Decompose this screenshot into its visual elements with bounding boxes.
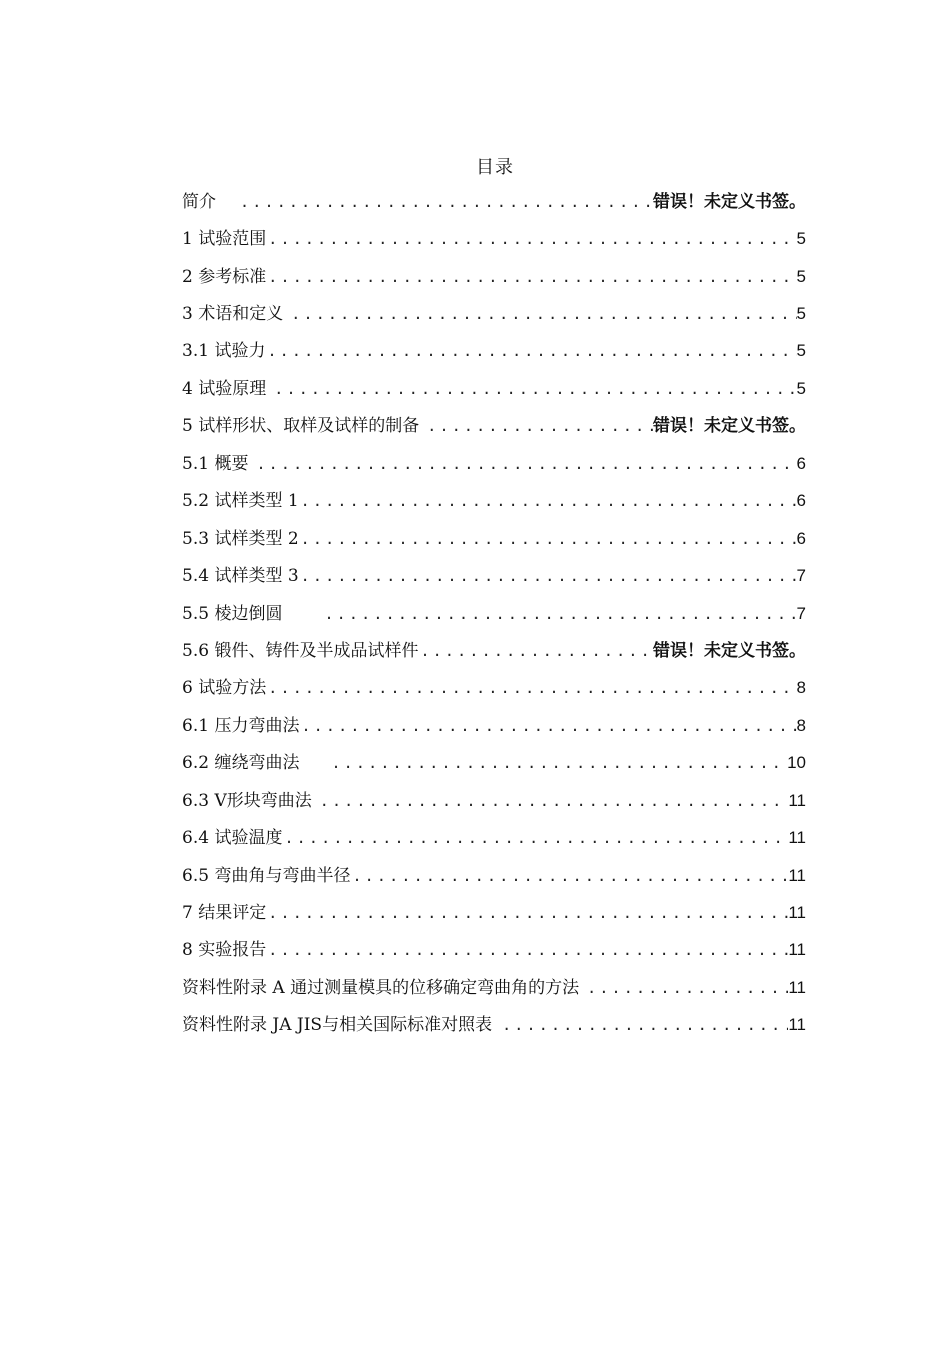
toc-entry-page: 6 bbox=[796, 453, 806, 473]
toc-entry-page: 5 bbox=[796, 341, 806, 361]
toc-entry-page: 7 bbox=[796, 603, 806, 623]
toc-entry[interactable] bbox=[182, 782, 806, 819]
toc-entry-label: 3.1 试验力 bbox=[182, 341, 266, 362]
toc-dot-leader bbox=[329, 753, 787, 773]
toc-entry[interactable] bbox=[182, 819, 806, 856]
toc-dot-leader bbox=[585, 978, 788, 998]
toc-entry[interactable] bbox=[182, 745, 806, 782]
toc-entry[interactable] bbox=[182, 857, 806, 894]
toc-entry-page: 11 bbox=[788, 828, 806, 848]
toc-dot-leader bbox=[425, 416, 653, 436]
toc-entry[interactable] bbox=[182, 670, 806, 707]
toc-entry-page: 5 bbox=[796, 378, 806, 398]
toc-dot-leader bbox=[318, 791, 789, 811]
toc-entry[interactable] bbox=[182, 483, 806, 520]
toc-entry-page: 6 bbox=[796, 528, 806, 548]
toc-entry[interactable] bbox=[182, 183, 806, 220]
toc-entry-page: 11 bbox=[788, 977, 806, 997]
toc-dot-leader bbox=[254, 454, 796, 474]
toc-dot-leader bbox=[500, 1015, 788, 1035]
toc-entry-page: 10 bbox=[787, 753, 806, 773]
toc-dot-leader bbox=[272, 379, 796, 399]
toc-entry-page: 8 bbox=[796, 715, 806, 735]
toc-entry-page: 11 bbox=[788, 940, 806, 960]
toc-entry-page: 11 bbox=[788, 790, 806, 810]
toc-entry[interactable] bbox=[182, 557, 806, 594]
toc-dot-leader bbox=[299, 716, 796, 736]
toc-entry-label: 5.1 概要 bbox=[182, 453, 249, 474]
toc-entry[interactable] bbox=[182, 932, 806, 969]
toc-dot-leader bbox=[266, 678, 796, 698]
toc-dot-leader bbox=[299, 529, 797, 549]
toc-entry-label: 6.2 缠绕弯曲法 bbox=[182, 753, 300, 774]
toc-entry[interactable] bbox=[182, 1007, 806, 1044]
toc-entry[interactable] bbox=[182, 969, 806, 1006]
toc-entry-label: 6.1 压力弯曲法 bbox=[182, 715, 300, 736]
toc-entry-page: 11 bbox=[788, 1015, 806, 1035]
toc-entry-page: 5 bbox=[796, 229, 806, 249]
toc-entry-label: 5.4 试样类型 3 bbox=[182, 566, 299, 587]
toc-dot-leader bbox=[322, 604, 796, 624]
toc-entry-label: 6.4 试验温度 bbox=[182, 828, 283, 849]
toc-entry-page: 11 bbox=[788, 903, 806, 923]
toc-dot-leader bbox=[266, 229, 796, 249]
toc-entry[interactable] bbox=[182, 894, 806, 931]
toc-entry[interactable] bbox=[182, 295, 806, 332]
toc-entry[interactable] bbox=[182, 408, 806, 445]
toc-dot-leader bbox=[289, 304, 796, 324]
toc-entry-label: 3 术语和定义 bbox=[182, 304, 284, 325]
toc-entry-label: 2 参考标准 bbox=[182, 266, 267, 287]
toc-entry-label: 5 试样形状、取样及试样的制备 bbox=[182, 416, 420, 437]
toc-entry[interactable] bbox=[182, 370, 806, 407]
toc-title: 目录 bbox=[476, 157, 514, 178]
toc-dot-leader bbox=[265, 341, 796, 361]
toc-entry-label: 6.5 弯曲角与弯曲半径 bbox=[182, 865, 351, 886]
toc-entry-page: 7 bbox=[796, 566, 806, 586]
toc-dot-leader bbox=[266, 903, 788, 923]
toc-dot-leader bbox=[350, 866, 788, 886]
toc-entry-page: 11 bbox=[788, 865, 806, 885]
toc-entry-label: 5.6 锻件、铸件及半成品试样件 bbox=[182, 640, 419, 661]
toc-entry-label: 6 试验方法 bbox=[182, 678, 267, 699]
toc-dot-leader bbox=[266, 267, 796, 287]
toc-entry-label: 1 试验范围 bbox=[182, 229, 267, 250]
toc-dot-leader bbox=[299, 491, 797, 511]
toc-entry-label: 资料性附录 A 通过测量模具的位移确定弯曲角的方法 bbox=[182, 977, 580, 998]
toc-entry-label: 5.5 棱边倒圆 bbox=[182, 603, 283, 624]
toc-entry-label: 5.2 试样类型 1 bbox=[182, 491, 299, 512]
toc-entry-page: 5 bbox=[796, 304, 806, 324]
toc-entry-label: 8 实验报告 bbox=[182, 940, 267, 961]
toc-entry[interactable] bbox=[182, 258, 806, 295]
toc-dot-leader bbox=[238, 192, 653, 212]
toc-entry-label: 5.3 试样类型 2 bbox=[182, 528, 299, 549]
toc-entry[interactable] bbox=[182, 595, 806, 632]
toc-dot-leader bbox=[299, 566, 797, 586]
toc-dot-leader bbox=[418, 641, 653, 661]
toc-entry[interactable] bbox=[182, 220, 806, 257]
toc-entry-error: 错误！未定义书签。 bbox=[653, 640, 806, 661]
table-of-contents bbox=[182, 183, 806, 1044]
toc-entry[interactable] bbox=[182, 707, 806, 744]
toc-entry-label: 6.3 V形块弯曲法 bbox=[182, 790, 312, 811]
toc-entry[interactable] bbox=[182, 445, 806, 482]
toc-entry-label: 4 试验原理 bbox=[182, 378, 267, 399]
toc-dot-leader bbox=[282, 828, 788, 848]
toc-entry-page: 8 bbox=[796, 678, 806, 698]
toc-entry-label: 简介 bbox=[182, 191, 216, 212]
toc-entry-label: 资料性附录 JA JIS与相关国际标准对照表 bbox=[182, 1015, 493, 1036]
toc-entry-page: 6 bbox=[796, 491, 806, 511]
toc-entry-page: 5 bbox=[796, 266, 806, 286]
toc-entry-error: 错误！未定义书签。 bbox=[653, 191, 806, 212]
toc-dot-leader bbox=[266, 940, 788, 960]
toc-entry[interactable] bbox=[182, 333, 806, 370]
toc-entry-label: 7 结果评定 bbox=[182, 903, 267, 924]
toc-entry[interactable] bbox=[182, 632, 806, 669]
toc-entry-error: 错误！未定义书签。 bbox=[653, 416, 806, 437]
toc-entry[interactable] bbox=[182, 520, 806, 557]
